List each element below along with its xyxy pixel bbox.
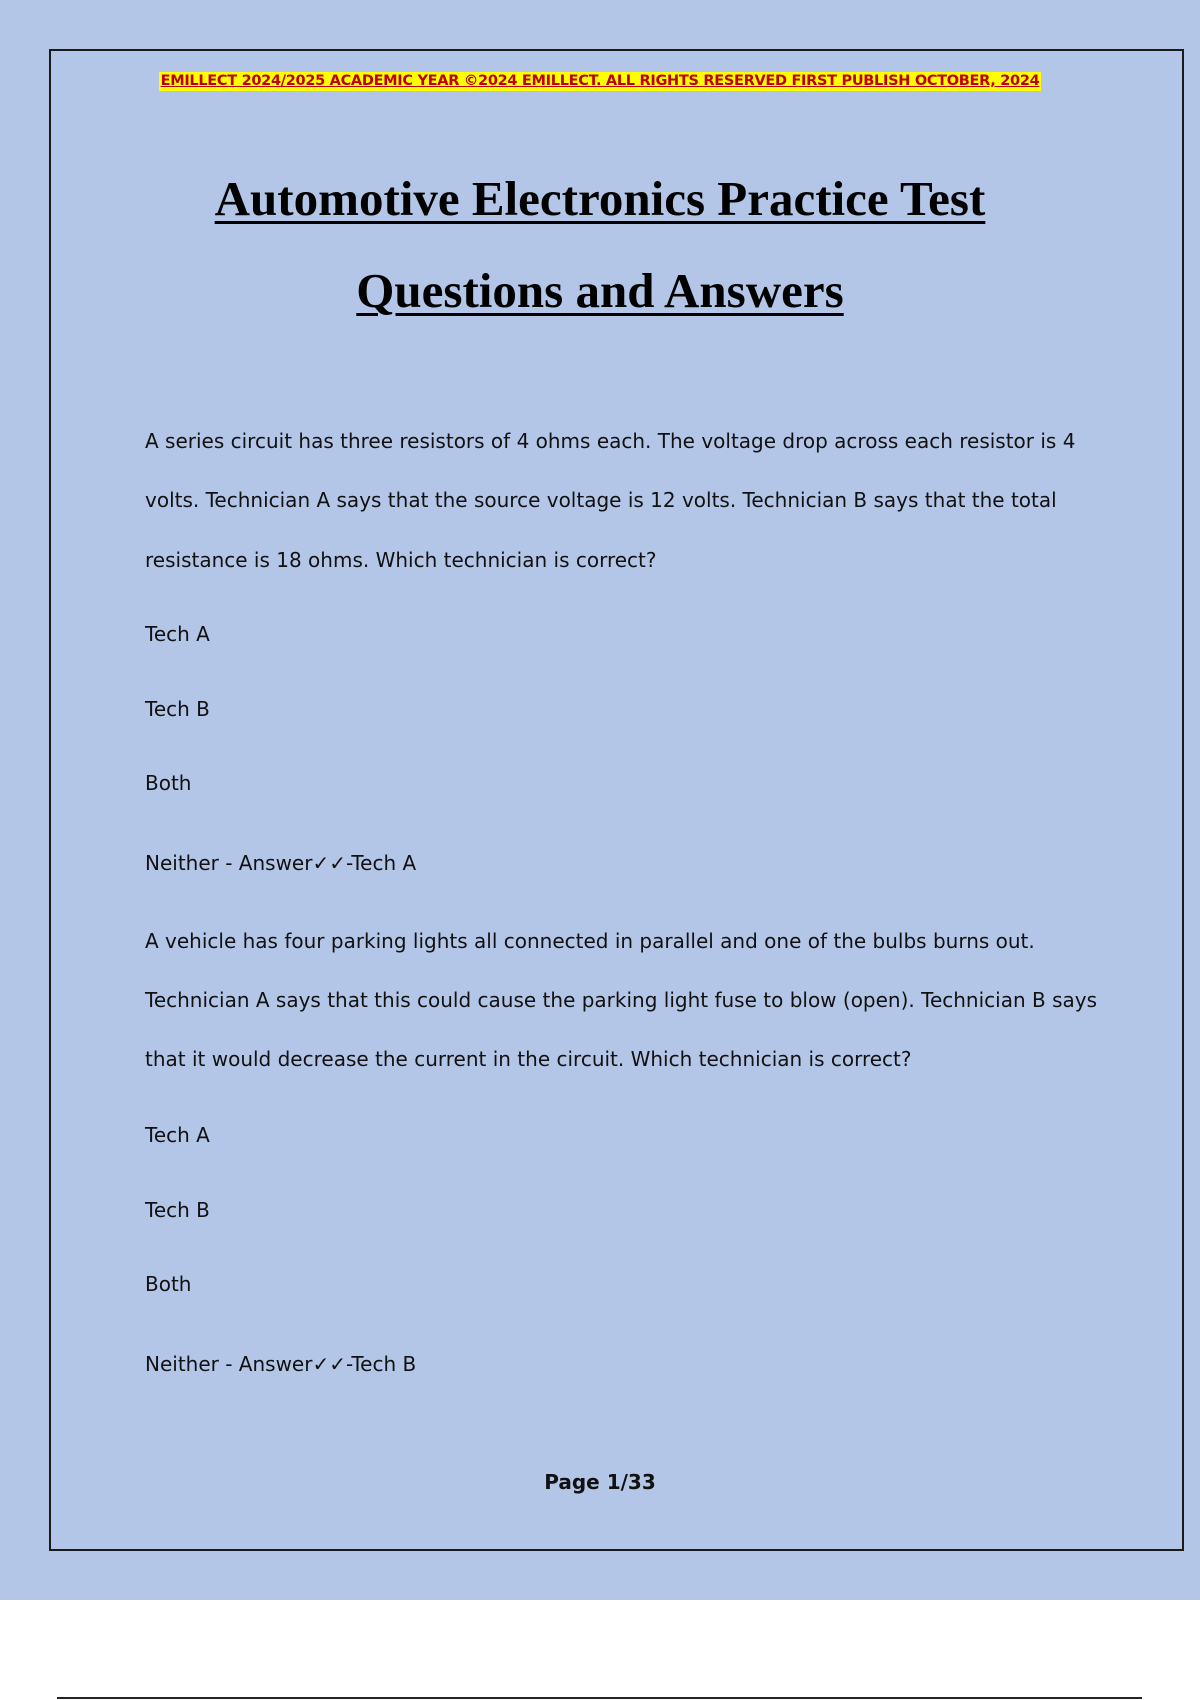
question-2-line-3: that it would decrease the current in the circuit. Which technician is correct?	[145, 1047, 912, 1071]
question-1-line-3: resistance is 18 ohms. Which technician is correct?	[145, 548, 657, 572]
document-title-line-2: Questions and Answers	[356, 263, 844, 318]
question-1-answer: Neither - Answer✓✓-Tech A	[145, 851, 417, 875]
question-2-answer: Neither - Answer✓✓-Tech B	[145, 1352, 417, 1376]
page-number: Page 1/33	[544, 1470, 656, 1494]
question-1-line-2: volts. Technician A says that the source voltage is 12 volts. Technician B says that the total	[145, 488, 1057, 512]
copyright-banner-text: EMILLECT 2024/2025 ACADEMIC YEAR ©2024 EMILLECT. ALL RIGHTS RESERVED FIRST PUBLISH OCTOBER, 2024	[160, 73, 1040, 89]
question-1-option-b: Tech B	[145, 697, 210, 721]
question-2-line-1: A vehicle has four parking lights all connected in parallel and one of the bulbs burns out.	[145, 929, 1035, 953]
question-2-line-2: Technician A says that this could cause the parking light fuse to blow (open). Technician B says	[145, 988, 1098, 1012]
question-2-option-b: Tech B	[145, 1198, 210, 1222]
question-1-option-c: Both	[145, 771, 192, 795]
question-2-option-a: Tech A	[145, 1123, 210, 1147]
document-title-line-1: Automotive Electronics Practice Test	[214, 171, 986, 226]
question-2-option-c: Both	[145, 1272, 192, 1296]
bottom-divider	[57, 1697, 1142, 1699]
question-1-line-1: A series circuit has three resistors of 4 ohms each. The voltage drop across each resistor is 4	[145, 429, 1076, 453]
question-1-option-a: Tech A	[145, 622, 210, 646]
copyright-banner	[0, 72, 1200, 91]
